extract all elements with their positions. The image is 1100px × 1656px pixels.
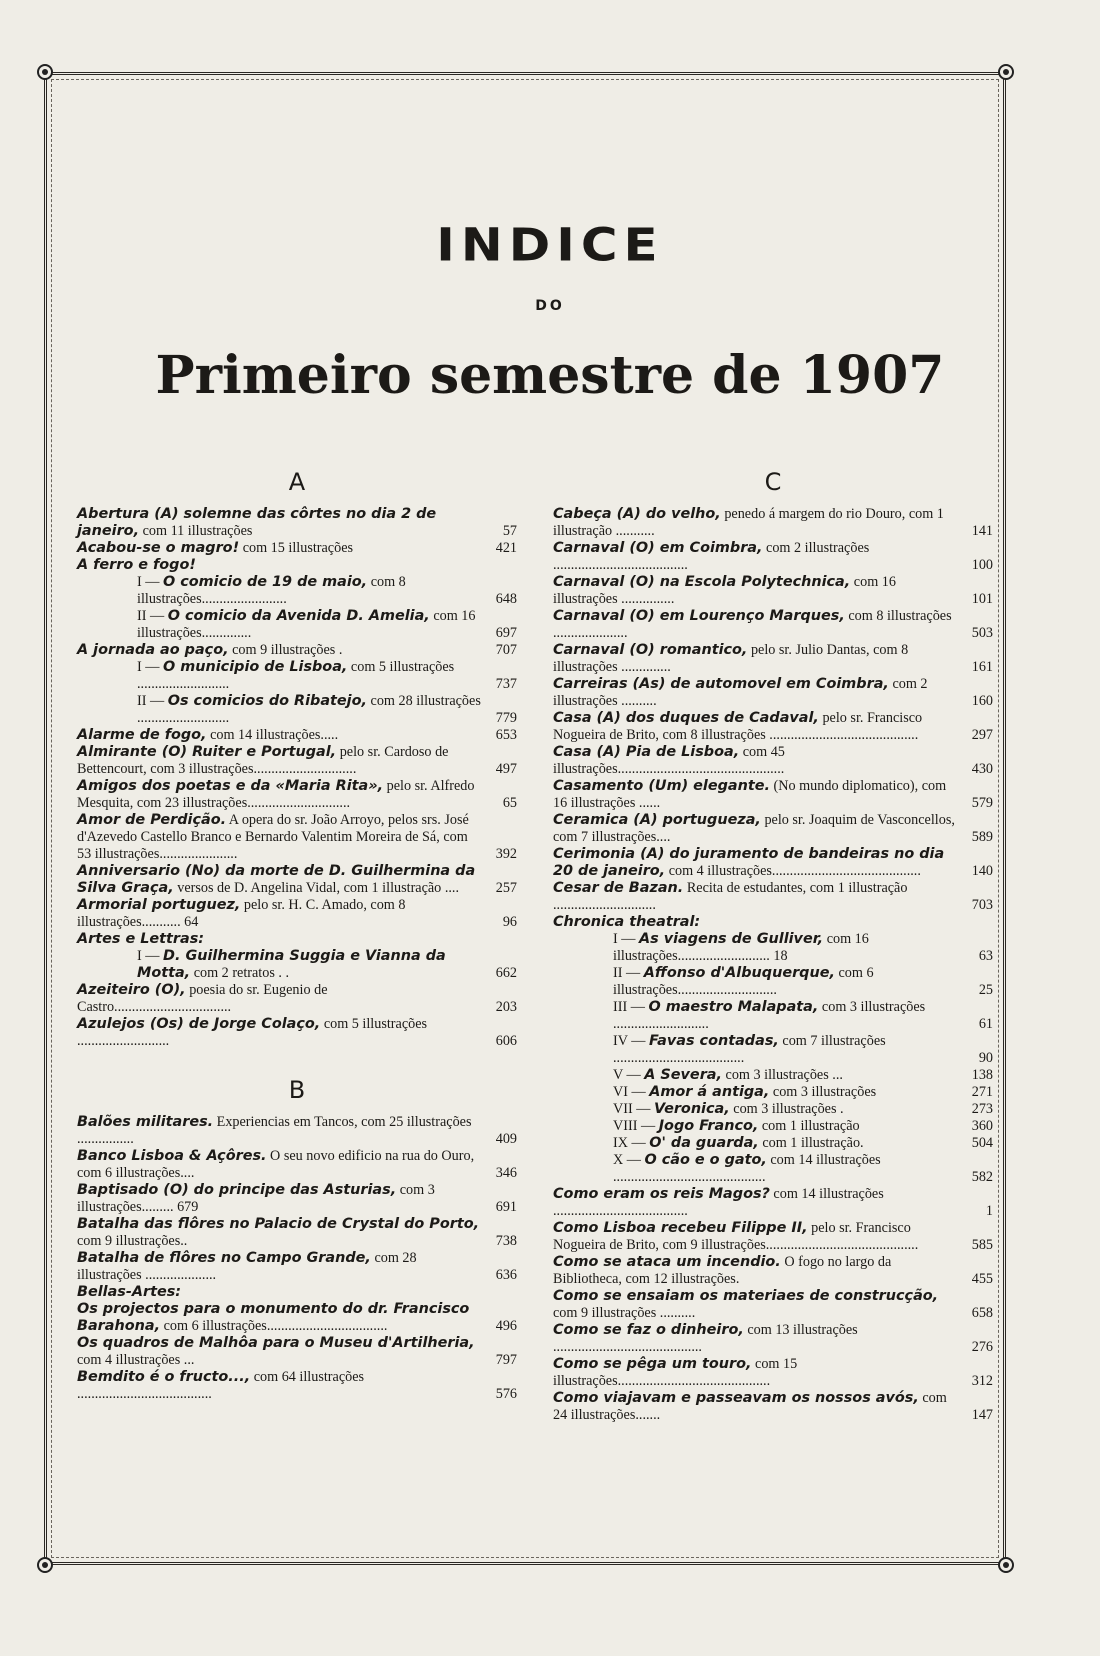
entry-page-number: 648 xyxy=(495,591,517,607)
entry-page-number: 312 xyxy=(971,1373,993,1389)
index-entry xyxy=(553,744,993,778)
entry-description: com 2 illustrações ...................................... xyxy=(553,540,870,573)
entry-page-number: 276 xyxy=(971,1339,993,1355)
entry-description: O seu novo edificio na rua do Ouro, com 6 illustrações.... xyxy=(77,1148,475,1181)
entry-heading: O municipio de Lisboa, xyxy=(163,659,348,675)
title-connector: DO xyxy=(535,298,565,314)
entry-page-number: 1 xyxy=(985,1203,993,1219)
index-entry xyxy=(77,812,517,863)
entry-page-number: 140 xyxy=(971,863,993,879)
entry-heading: Como se ataca um incendio. xyxy=(553,1254,781,1270)
entry-heading: O maestro Malapata, xyxy=(648,999,819,1015)
index-entry xyxy=(77,1016,517,1050)
entry-heading: Carnaval (O) em Lourenço Marques, xyxy=(553,608,845,624)
entry-page-number: 503 xyxy=(971,625,993,641)
entry-page-number: 703 xyxy=(971,897,993,913)
index-entry xyxy=(553,999,993,1033)
entry-description: com 24 illustrações....... xyxy=(553,1390,947,1423)
entry-description: com 15 illustrações xyxy=(239,540,354,556)
entry-description: com 16 illustrações.......................... 18 xyxy=(613,931,869,964)
entry-description: com 14 illustrações..... xyxy=(206,727,339,743)
entry-heading: Favas contadas, xyxy=(649,1033,779,1049)
entry-page-number: 653 xyxy=(495,727,517,743)
index-entry xyxy=(553,880,993,914)
entry-heading: Cesar de Bazan. xyxy=(553,880,684,896)
entry-heading: Como se ensaiam os materiaes de construcção, xyxy=(553,1288,939,1304)
entry-page-number: 138 xyxy=(971,1067,993,1083)
entry-page-number: 737 xyxy=(495,676,517,692)
index-entry xyxy=(77,693,517,727)
entry-description: com 9 illustrações .......... xyxy=(553,1305,696,1321)
index-entry xyxy=(553,846,993,880)
entry-description: com 2 retratos . . xyxy=(190,965,290,981)
index-entry xyxy=(77,863,517,897)
entry-roman-numeral: VI — xyxy=(613,1084,646,1100)
entry-page-number: 100 xyxy=(971,557,993,573)
entry-description: com 1 illustração xyxy=(758,1118,860,1134)
entry-heading: O' da guarda, xyxy=(649,1135,759,1151)
entry-page-number: 160 xyxy=(971,693,993,709)
entry-page-number: 90 xyxy=(978,1050,993,1066)
entry-heading: O cão e o gato, xyxy=(644,1152,767,1168)
entry-roman-numeral: I — xyxy=(613,931,636,947)
entry-roman-numeral: I — xyxy=(137,574,160,590)
section-letter-b: B xyxy=(288,1076,306,1104)
entry-roman-numeral: II — xyxy=(137,608,165,624)
entry-page-number: 496 xyxy=(495,1318,517,1334)
index-entry xyxy=(553,1152,993,1186)
entry-page-number: 455 xyxy=(971,1271,993,1287)
entry-description: com 3 illustrações......... 679 xyxy=(77,1182,435,1215)
index-entry xyxy=(553,1288,993,1322)
entry-heading: Carnaval (O) romantico, xyxy=(553,642,748,658)
entry-heading: Veronica, xyxy=(653,1101,730,1117)
entry-heading: Casamento (Um) elegante. xyxy=(553,778,770,794)
index-entry xyxy=(553,540,993,574)
entry-page-number: 63 xyxy=(978,948,993,964)
entry-heading: Como viajavam e passeavam os nossos avós, xyxy=(553,1390,919,1406)
entry-description: pelo sr. H. C. Amado, com 8 illustrações........... 64 xyxy=(77,897,406,930)
entry-page-number: 257 xyxy=(495,880,517,896)
entry-roman-numeral: V — xyxy=(613,1067,641,1083)
entry-description: Experiencias em Tancos, com 25 illustrações ................ xyxy=(77,1114,472,1147)
entry-page-number: 606 xyxy=(495,1033,517,1049)
entry-page-number: 636 xyxy=(495,1267,517,1283)
corner-ornament-top-right xyxy=(998,64,1014,80)
entry-roman-numeral: IX — xyxy=(613,1135,646,1151)
entry-page-number: 346 xyxy=(495,1165,517,1181)
corner-ornament-top-left xyxy=(37,64,53,80)
index-entry xyxy=(77,1250,517,1284)
index-entry xyxy=(77,642,517,659)
entry-heading: Como se faz o dinheiro, xyxy=(553,1322,744,1338)
corner-ornament-bottom-right xyxy=(998,1557,1014,1573)
entry-page-number: 797 xyxy=(495,1352,517,1368)
entry-heading: Azulejos (Os) de Jorge Colaço, xyxy=(77,1016,321,1032)
entry-page-number: 141 xyxy=(971,523,993,539)
index-entry xyxy=(553,965,993,999)
entry-description: com 4 illustrações.......................................... xyxy=(665,863,921,879)
entry-description: com 4 illustrações ... xyxy=(77,1352,195,1368)
entry-heading: Casa (A) dos duques de Cadaval, xyxy=(553,710,819,726)
entry-page-number: 57 xyxy=(502,523,517,539)
index-entry xyxy=(553,1322,993,1356)
entry-heading: Jogo Franco, xyxy=(658,1118,759,1134)
entry-heading: Como se pêga um touro, xyxy=(553,1356,752,1372)
entry-heading: D. Guilhermina Suggia e Vianna da Motta, xyxy=(137,948,446,981)
entry-heading: Anniversario (No) da morte de D. Guilhermina da Silva Graça, xyxy=(77,863,476,896)
entry-description: com 14 illustrações ...................................... xyxy=(553,1186,884,1219)
entry-description: com 28 illustrações .......................... xyxy=(137,693,481,726)
entry-page-number: 582 xyxy=(971,1169,993,1185)
index-entry xyxy=(553,642,993,676)
entry-description: versos de D. Angelina Vidal, com 1 illustração .... xyxy=(173,880,460,896)
index-entry xyxy=(77,1284,517,1301)
entry-page-number: 576 xyxy=(495,1386,517,1402)
index-entry xyxy=(553,1220,993,1254)
entry-description: com 45 illustrações............................................... xyxy=(553,744,785,777)
index-entry xyxy=(77,1148,517,1182)
entry-description: O fogo no largo da Bibliotheca, com 12 illustrações. xyxy=(553,1254,892,1287)
entry-heading: Banco Lisboa & Açôres. xyxy=(77,1148,267,1164)
entry-page-number: 61 xyxy=(978,1016,993,1032)
index-entry xyxy=(77,897,517,931)
entry-heading: Amor á antiga, xyxy=(649,1084,770,1100)
entry-description: penedo á margem do rio Douro, com 1 illustração ........... xyxy=(553,506,944,539)
index-entry xyxy=(77,1335,517,1369)
entry-heading: Almirante (O) Ruiter e Portugal, xyxy=(77,744,337,760)
index-entry xyxy=(77,1114,517,1148)
entry-page-number: 161 xyxy=(971,659,993,675)
index-entry xyxy=(553,1135,993,1152)
entry-page-number: 662 xyxy=(495,965,517,981)
entry-roman-numeral: I — xyxy=(137,659,160,675)
entry-description: com 1 illustração. xyxy=(758,1135,864,1151)
entry-roman-numeral: IV — xyxy=(613,1033,646,1049)
index-entry xyxy=(77,948,517,982)
entry-description: com 5 illustrações .......................... xyxy=(77,1016,428,1049)
entry-heading: Abertura (A) solemne das côrtes no dia 2 de janeiro, xyxy=(77,506,437,539)
page-title: INDICE xyxy=(436,218,664,272)
entry-description: com 9 illustrações.. xyxy=(77,1233,188,1249)
page-subtitle: Primeiro semestre de 1907 xyxy=(155,345,945,406)
entry-roman-numeral: II — xyxy=(613,965,641,981)
entry-description: com 3 illustrações ... xyxy=(721,1067,843,1083)
index-entry xyxy=(77,727,517,744)
entry-heading: Batalha de flôres no Campo Grande, xyxy=(77,1250,371,1266)
entry-description: com 3 illustrações . xyxy=(729,1101,844,1117)
left-column xyxy=(77,470,517,1403)
entry-description: poesia do sr. Eugenio de Castro................................. xyxy=(77,982,328,1015)
entry-page-number: 65 xyxy=(502,795,517,811)
entry-heading: Os comicios do Ribatejo, xyxy=(167,693,367,709)
entry-description: com 8 illustrações ..................... xyxy=(553,608,952,641)
entry-heading: A jornada ao paço, xyxy=(77,642,229,658)
entry-page-number: 658 xyxy=(971,1305,993,1321)
entry-page-number: 101 xyxy=(971,591,993,607)
entry-roman-numeral: X — xyxy=(613,1152,641,1168)
index-entry xyxy=(77,778,517,812)
entry-page-number: 96 xyxy=(502,914,517,930)
entry-description: com 28 illustrações .................... xyxy=(77,1250,417,1283)
entry-page-number: 360 xyxy=(971,1118,993,1134)
index-entry xyxy=(553,1356,993,1390)
entry-page-number: 585 xyxy=(971,1237,993,1253)
entry-page-number: 297 xyxy=(971,727,993,743)
entry-page-number: 271 xyxy=(971,1084,993,1100)
entry-description: com 9 illustrações . xyxy=(228,642,343,658)
entry-description: com 15 illustrações........................................... xyxy=(553,1356,798,1389)
index-entry xyxy=(77,540,517,557)
index-entry xyxy=(553,1033,993,1067)
entry-page-number: 707 xyxy=(495,642,517,658)
entry-page-number: 392 xyxy=(495,846,517,862)
entry-description: pelo sr. Julio Dantas, com 8 illustrações .............. xyxy=(553,642,909,675)
index-entry xyxy=(77,1182,517,1216)
entry-heading: Baptisado (O) do principe das Asturias, xyxy=(77,1182,397,1198)
index-entry xyxy=(553,1067,993,1084)
entry-page-number: 589 xyxy=(971,829,993,845)
entry-roman-numeral: III — xyxy=(613,999,645,1015)
entry-page-number: 697 xyxy=(495,625,517,641)
entry-description: com 7 illustrações ..................................... xyxy=(613,1033,886,1066)
entry-page-number: 691 xyxy=(495,1199,517,1215)
entry-heading: Como Lisboa recebeu Filippe II, xyxy=(553,1220,808,1236)
entry-page-number: 497 xyxy=(495,761,517,777)
entry-heading: Batalha das flôres no Palacio de Crystal do Porto, xyxy=(77,1216,480,1232)
right-column xyxy=(553,470,993,1424)
index-entry xyxy=(553,574,993,608)
entry-heading: Os quadros de Malhôa para o Museu d'Artilheria, xyxy=(77,1335,475,1351)
entry-heading: Artes e Lettras: xyxy=(77,931,205,947)
index-entry xyxy=(553,676,993,710)
index-entry xyxy=(553,931,993,965)
index-entry xyxy=(77,659,517,693)
entry-heading: Ceramica (A) portugueza, xyxy=(553,812,761,828)
entry-heading: Chronica theatral: xyxy=(553,914,701,930)
entry-page-number: 504 xyxy=(971,1135,993,1151)
entry-description: com 16 illustrações.............. xyxy=(137,608,476,641)
entry-description: com 3 illustrações xyxy=(769,1084,877,1100)
entry-page-number: 273 xyxy=(971,1101,993,1117)
index-entry xyxy=(553,710,993,744)
entry-heading: Alarme de fogo, xyxy=(77,727,207,743)
entry-heading: As viagens de Gulliver, xyxy=(639,931,824,947)
entry-heading: Armorial portuguez, xyxy=(77,897,241,913)
index-entry xyxy=(77,608,517,642)
entry-heading: O comicio de 19 de maio, xyxy=(163,574,368,590)
entry-heading: Acabou-se o magro! xyxy=(77,540,240,556)
entry-description: pelo sr. Francisco Nogueira de Brito, com 8 illustrações .......................................... xyxy=(553,710,923,743)
index-entry xyxy=(553,1254,993,1288)
entry-page-number: 421 xyxy=(495,540,517,556)
index-entry xyxy=(553,1101,993,1118)
entry-heading: A ferro e fogo! xyxy=(77,557,196,573)
entry-heading: O comicio da Avenida D. Amelia, xyxy=(167,608,430,624)
entry-description: com 5 illustrações .......................... xyxy=(137,659,455,692)
entry-description: com 11 illustrações xyxy=(139,523,253,539)
index-entry xyxy=(553,1390,993,1424)
entry-description: com 3 illustrações ........................... xyxy=(613,999,926,1032)
entry-heading: Carreiras (As) de automovel em Coimbra, xyxy=(553,676,889,692)
index-entry xyxy=(77,574,517,608)
index-entry xyxy=(553,506,993,540)
entry-page-number: 203 xyxy=(495,999,517,1015)
entry-description: pelo sr. Cardoso de Bettencourt, com 3 illustrações............................. xyxy=(77,744,449,777)
entry-heading: Carnaval (O) em Coimbra, xyxy=(553,540,763,556)
entry-heading: Balões militares. xyxy=(77,1114,214,1130)
entry-description: Recita de estudantes, com 1 illustração ............................. xyxy=(553,880,908,913)
index-entry xyxy=(553,1186,993,1220)
index-entry xyxy=(553,1118,993,1135)
index-entry xyxy=(553,812,993,846)
entry-heading: Os projectos para o monumento do dr. Francisco Barahona, xyxy=(77,1301,470,1334)
entry-description: com 16 illustrações ............... xyxy=(553,574,896,607)
index-entry xyxy=(77,931,517,948)
section-letter-c: C xyxy=(764,468,782,496)
entry-page-number: 779 xyxy=(495,710,517,726)
entry-description: pelo sr. Francisco Nogueira de Brito, com 9 illustrações........................................... xyxy=(553,1220,919,1253)
entry-description: com 14 illustrações ........................................... xyxy=(613,1152,881,1185)
entry-page-number: 25 xyxy=(978,982,993,998)
index-entry xyxy=(553,914,993,931)
entry-heading: Affonso d'Albuquerque, xyxy=(643,965,835,981)
entry-heading: A Severa, xyxy=(644,1067,722,1083)
index-entry xyxy=(553,1084,993,1101)
index-entry xyxy=(77,982,517,1016)
index-entry xyxy=(553,778,993,812)
entry-roman-numeral: II — xyxy=(137,693,165,709)
index-entry xyxy=(77,1301,517,1335)
entry-description: pelo sr. Joaquim de Vasconcellos, com 7 illustrações.... xyxy=(553,812,955,845)
entry-description: com 8 illustrações........................ xyxy=(137,574,406,607)
index-entry xyxy=(77,744,517,778)
entry-description: com 6 illustrações.................................. xyxy=(160,1318,388,1334)
entry-page-number: 147 xyxy=(971,1407,993,1423)
entry-heading: Cerimonia (A) do juramento de bandeiras no dia 20 de janeiro, xyxy=(553,846,945,879)
index-entry xyxy=(553,608,993,642)
entry-description: com 2 illustrações .......... xyxy=(553,676,928,709)
entry-roman-numeral: I — xyxy=(137,948,160,964)
index-list-c xyxy=(553,506,993,1424)
entry-roman-numeral: VIII — xyxy=(613,1118,656,1134)
index-entry xyxy=(77,1216,517,1250)
entry-description: A opera do sr. João Arroyo, pelos srs. José d'Azevedo Castello Branco e Bernardo Valentim Moreira de Sá, com 53 illustrações...................... xyxy=(77,812,469,862)
entry-roman-numeral: VII — xyxy=(613,1101,651,1117)
corner-ornament-bottom-left xyxy=(37,1557,53,1573)
entry-page-number: 738 xyxy=(495,1233,517,1249)
entry-heading: Amor de Perdição. xyxy=(77,812,227,828)
entry-description: com 13 illustrações .......................................... xyxy=(553,1322,858,1355)
section-letter-a: A xyxy=(288,468,306,496)
entry-heading: Bemdito é o fructo..., xyxy=(77,1369,251,1385)
entry-description: com 64 illustrações ...................................... xyxy=(77,1369,365,1402)
entry-heading: Azeiteiro (O), xyxy=(77,982,186,998)
entry-heading: Cabeça (A) do velho, xyxy=(553,506,721,522)
index-entry xyxy=(77,506,517,540)
entry-description: com 6 illustrações............................ xyxy=(613,965,874,998)
index-entry xyxy=(77,1369,517,1403)
index-list-a xyxy=(77,506,517,1050)
entry-heading: Bellas-Artes: xyxy=(77,1284,182,1300)
entry-page-number: 409 xyxy=(495,1131,517,1147)
index-entry xyxy=(77,557,517,574)
index-list-b xyxy=(77,1114,517,1403)
entry-page-number: 430 xyxy=(971,761,993,777)
entry-description: (No mundo diplomatico), com 16 illustrações ...... xyxy=(553,778,947,811)
entry-heading: Casa (A) Pia de Lisboa, xyxy=(553,744,740,760)
entry-heading: Carnaval (O) na Escola Polytechnica, xyxy=(553,574,851,590)
entry-heading: Como eram os reis Magos? xyxy=(553,1186,770,1202)
entry-heading: Amigos dos poetas e da «Maria Rita», xyxy=(77,778,384,794)
entry-page-number: 579 xyxy=(971,795,993,811)
entry-description: pelo sr. Alfredo Mesquita, com 23 illustrações............................. xyxy=(77,778,475,811)
